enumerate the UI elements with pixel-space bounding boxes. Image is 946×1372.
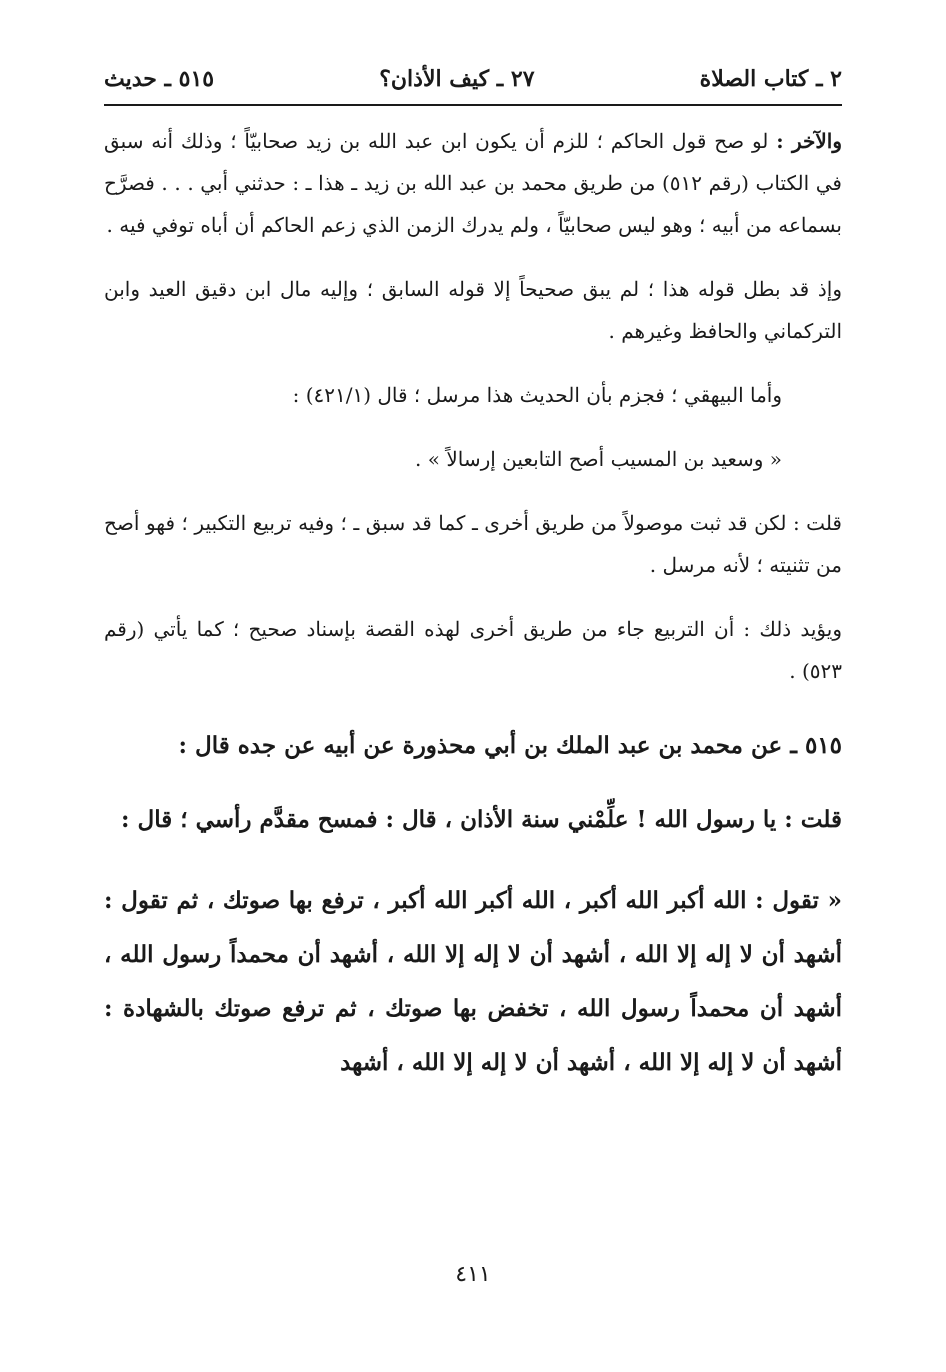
page-body — [104, 120, 842, 1090]
header-divider — [104, 104, 842, 106]
hadith-adhan-text: « تقول : الله أكبر الله أكبر ، الله أكبر الله أكبر ، ترفع بها صوتك ، ثم تقول : أشهد أن لا إله إلا الله ، أشهد أن لا إله إلا الله ، أشهد أن محمداً رسول الله ، أشهد أن محمداً رسول الله ، تخفض بها صوتك ، ثم ترفع صوتك بالشهادة : أشهد أن لا إله إلا الله ، أشهد أن لا إله إلا الله ، أشهد — [104, 887, 842, 1076]
running-header — [104, 62, 842, 96]
paragraph-text: لو صح قول الحاكم ؛ للزم أن يكون ابن عبد الله بن زيد صحابيّاً ؛ وذلك أنه سبق في الكتاب (رقم ٥١٢) من طريق محمد بن عبد الله بن زيد ـ هذا ـ : حدثني أبي . . . فصرَّح بسماعه من أبيه ؛ وهو ليس صحابيّاً ، ولم يدرك الزمن الذي زعم الحاكم أن أباه توفي فيه . — [104, 129, 842, 237]
paragraph-support: ويؤيد ذلك : أن التربيع جاء من طريق أخرى لهذه القصة بإسناد صحيح ؛ كما يأتي (رقم ٥٢٣) . — [104, 617, 842, 683]
paragraph-quote: « وسعيد بن المسيب أصح التابعين إرسالاً » . — [415, 447, 782, 471]
hadith-narration: قلت : يا رسول الله ! علِّمْني سنة الأذان ، قال : فمسح مقدَّم رأسي ؛ قال : — [121, 806, 842, 833]
paragraph-conclusion: وإذ قد بطل قوله هذا ؛ لم يبق صحيحاً إلا قوله السابق ؛ وإليه مال ابن دقيق العيد وابن التركماني والحافظ وغيرهم . — [104, 277, 842, 343]
header-hadith-number: ٥١٥ ـ حديث — [104, 66, 215, 92]
paragraph-second-opinion — [104, 120, 842, 246]
header-book-title: ٢ ـ كتاب الصلاة — [699, 66, 842, 92]
paragraph-lead-word: والآخر : — [776, 129, 842, 153]
header-chapter-title: ٢٧ ـ كيف الأذان؟ — [379, 66, 535, 92]
paragraph-bayhaqi: وأما البيهقي ؛ فجزم بأن الحديث هذا مرسل ؛ قال (٤٢١/١) : — [292, 383, 782, 407]
hadith-heading: ٥١٥ ـ عن محمد بن عبد الملك بن أبي محذورة عن أبيه عن جده قال : — [178, 732, 842, 759]
page-number: ٤١١ — [455, 1262, 491, 1287]
paragraph-note: قلت : لكن قد ثبت موصولاً من طريق أخرى ـ كما قد سبق ـ ؛ وفيه تربيع التكبير ؛ فهو أصح من تثنيته ؛ لأنه مرسل . — [104, 511, 842, 577]
